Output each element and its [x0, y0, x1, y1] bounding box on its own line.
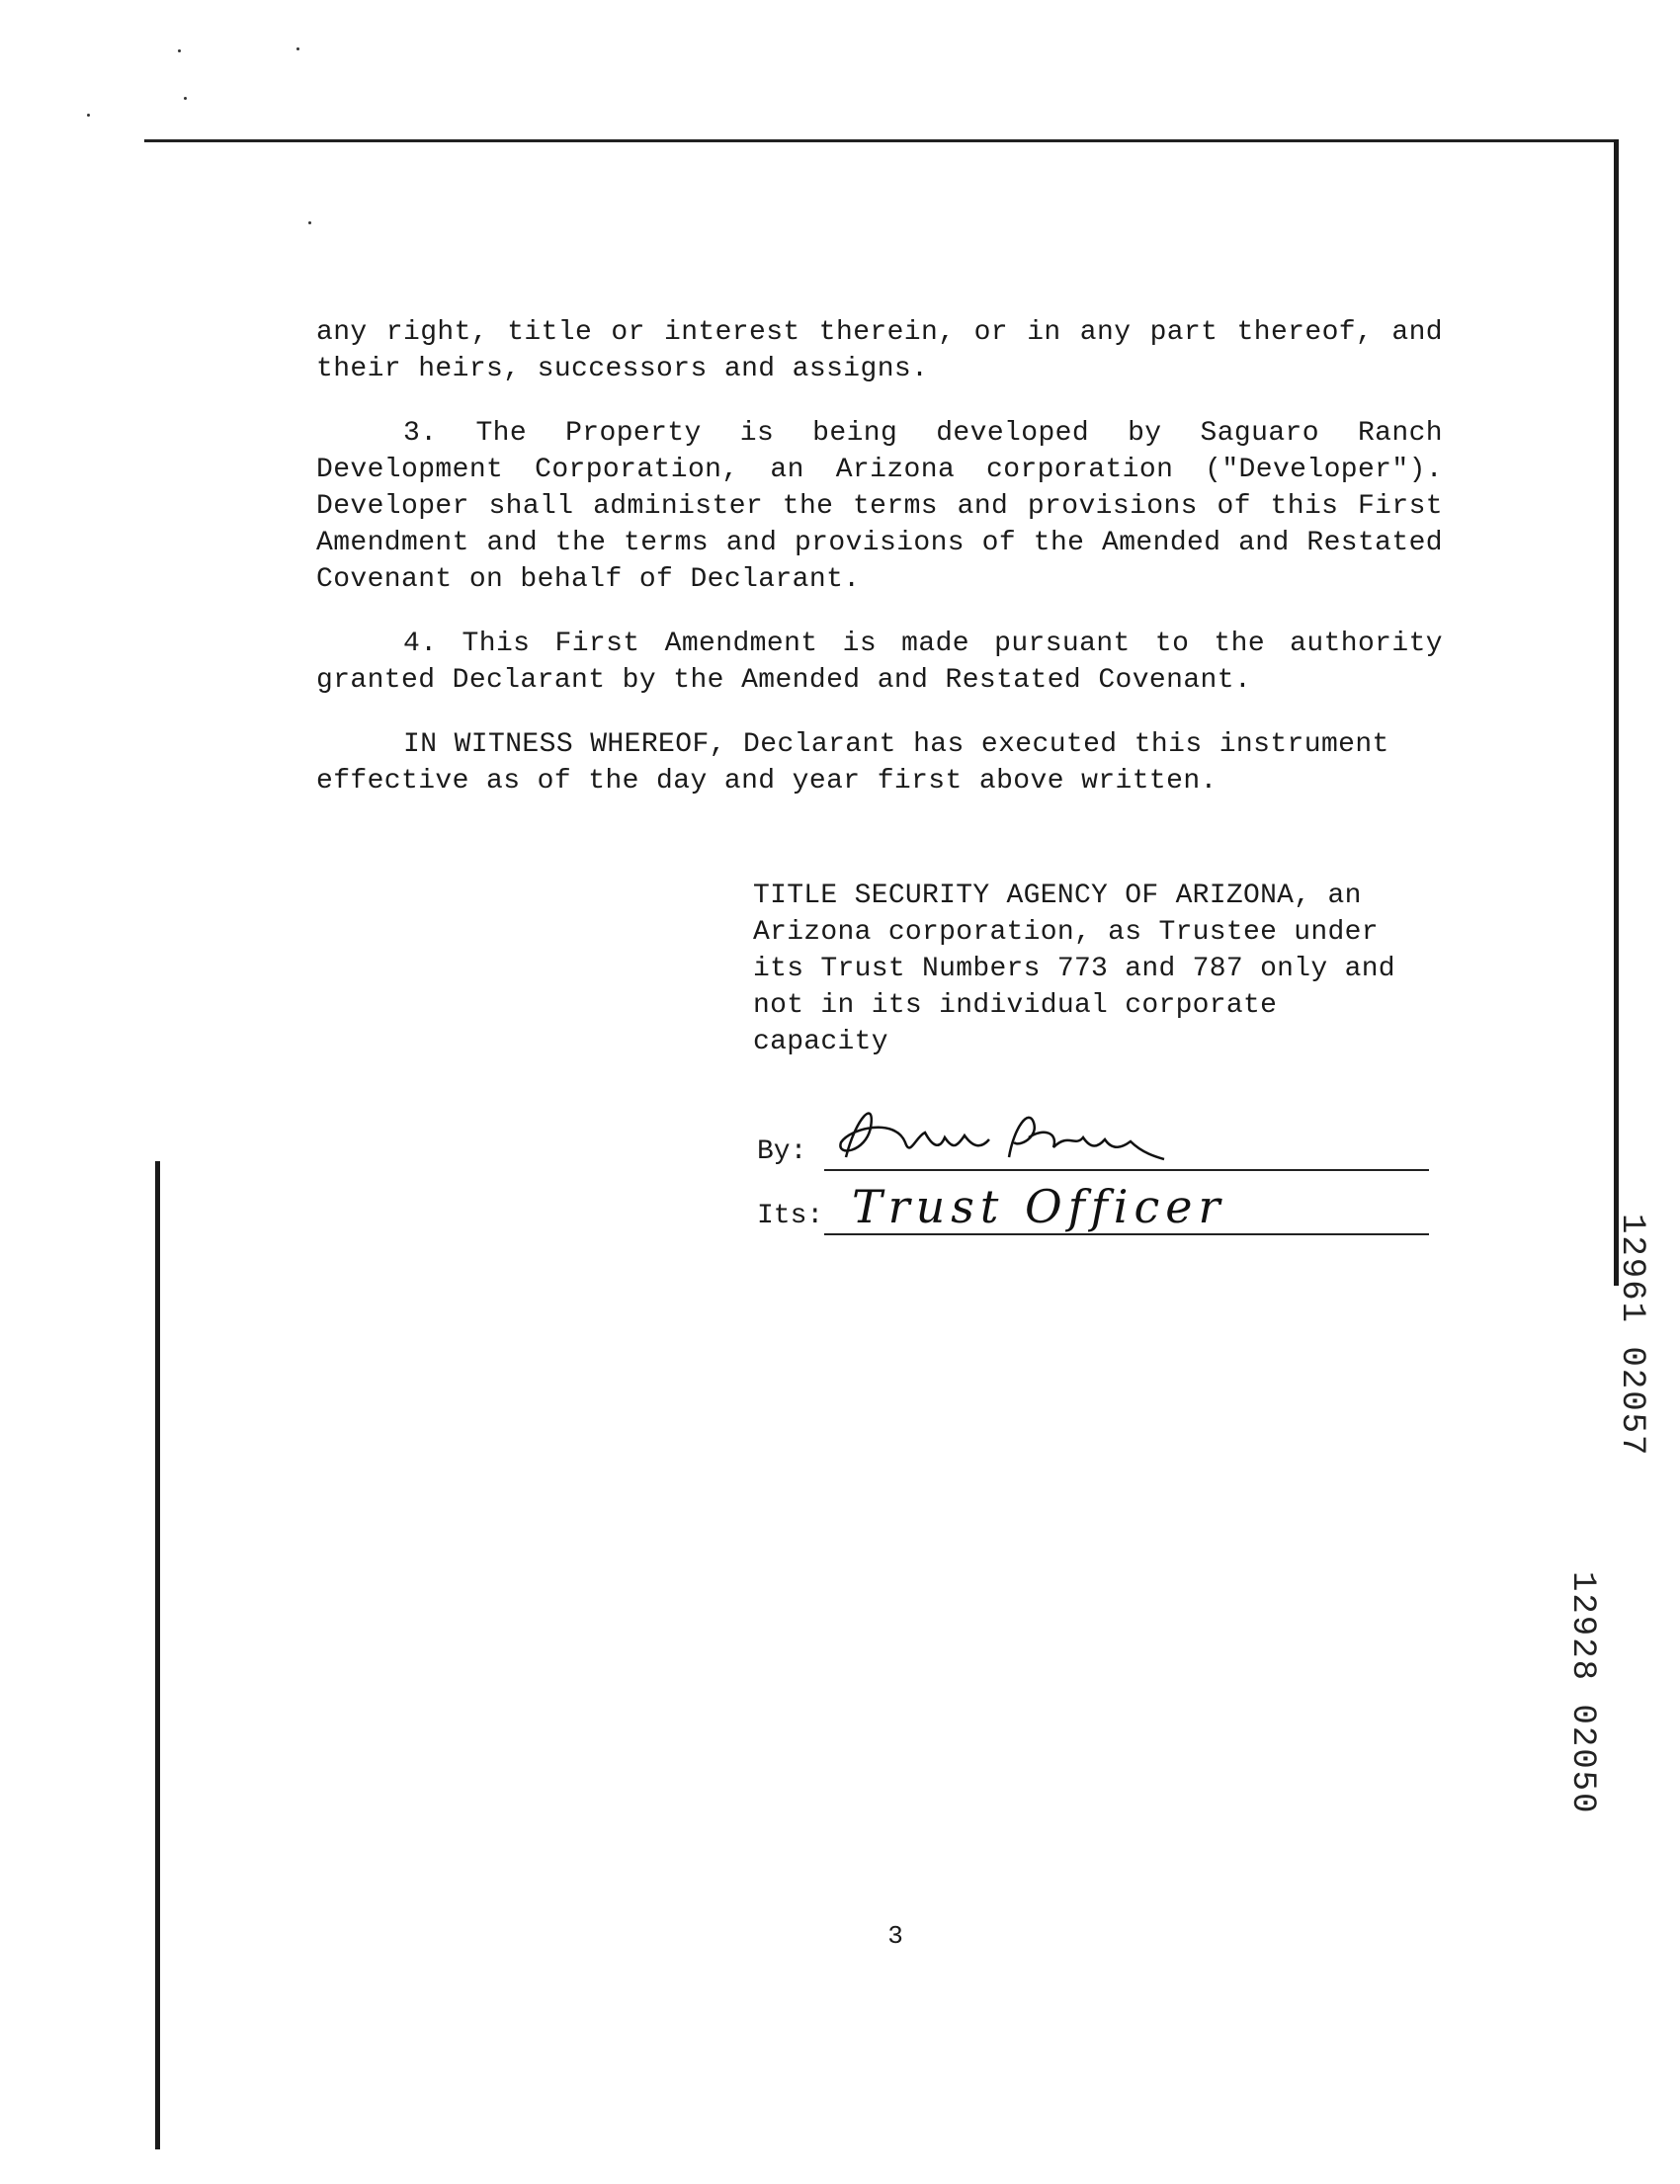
- scan-border-left: [155, 1161, 160, 2149]
- signature-by-row: [757, 1122, 1429, 1171]
- entity-line: not in its individual corporate: [753, 990, 1278, 1021]
- paragraph-continuation: any right, title or interest therein, or in any part thereof, and their heirs, successors and assigns.: [316, 317, 1443, 384]
- entity-line: TITLE SECURITY AGENCY OF ARIZONA, an: [753, 881, 1362, 911]
- recording-stamp: 12961 02057: [1613, 1214, 1650, 1458]
- scan-speck: [87, 114, 90, 117]
- by-label: By:: [757, 1136, 807, 1167]
- signature-entity-block: [753, 878, 1445, 1060]
- its-label: Its:: [757, 1201, 824, 1231]
- document-body: [316, 314, 1443, 827]
- entity-line: capacity: [753, 1027, 888, 1057]
- page-number: 3: [887, 1921, 903, 1951]
- scan-speck: [184, 97, 187, 100]
- signature-its-row: [757, 1180, 1429, 1235]
- handwritten-title: Trust Officer: [852, 1180, 1226, 1233]
- scan-border-right: [1614, 139, 1619, 1286]
- paragraph-3-developer: 3. The Property is being developed by Saguaro Ranch Development Corporation, an Arizona corporation ("Developer"). Developer shall administer the terms and provisions of this First Amendment and the terms and provisions of the Amended and Restated Covenant on behalf of Declarant.: [316, 418, 1443, 595]
- scan-border-top: [144, 139, 1617, 142]
- handwritten-signature: [816, 1088, 1231, 1177]
- paragraph-witness: IN WITNESS WHEREOF, Declarant has executed this instrument effective as of the day and year first above written.: [316, 729, 1389, 797]
- scan-speck: [308, 221, 311, 224]
- scan-speck: [296, 47, 299, 50]
- its-signature-line: [824, 1233, 1429, 1235]
- entity-line: its Trust Numbers 773 and 787 only and: [753, 954, 1395, 984]
- scan-speck: [178, 49, 181, 52]
- recording-stamp: 12928 02050: [1563, 1571, 1601, 1815]
- entity-line: Arizona corporation, as Trustee under: [753, 917, 1379, 948]
- paragraph-4-authority: 4. This First Amendment is made pursuant to the authority granted Declarant by the Amended and Restated Covenant.: [316, 629, 1443, 696]
